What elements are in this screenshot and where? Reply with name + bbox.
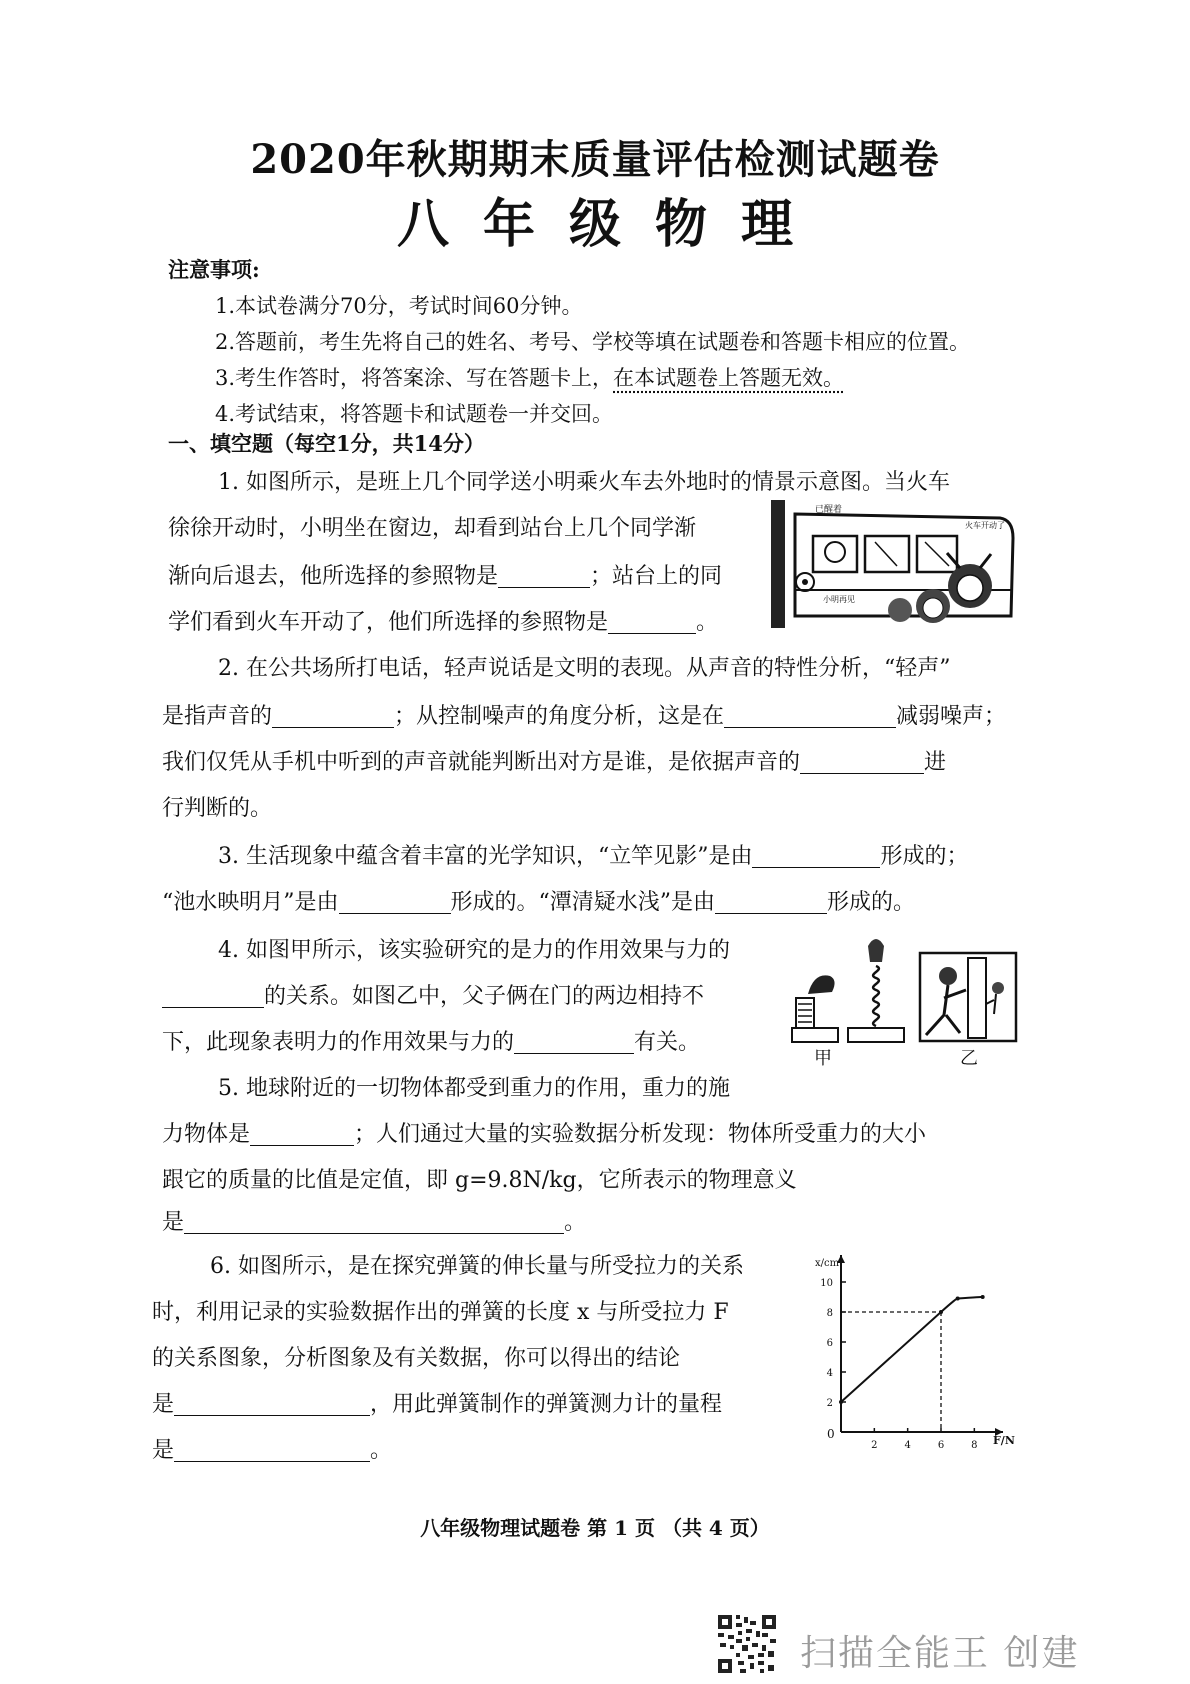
force-experiment-figure	[790, 928, 1020, 1068]
q6-line-4a: 是	[152, 1392, 175, 1417]
q3-line-2b: 形成的。“潭清疑水浅”是由	[450, 890, 715, 915]
y-tick-label: 6	[826, 1338, 833, 1349]
exam-title: 2020年秋期期末质量评估检测试题卷	[250, 136, 940, 183]
q5-line-4a: 是	[162, 1210, 185, 1235]
q5-line-4	[162, 1212, 586, 1234]
q2-blank-3[interactable]	[800, 753, 924, 774]
q2-blank-1[interactable]	[272, 707, 394, 728]
y-tick-label: 2	[826, 1398, 833, 1409]
notice-item-3-emphasis: 在本试题卷上答题无效。	[613, 366, 845, 390]
data-point	[939, 1310, 943, 1314]
q3-line-2a: “池水映明月”是由	[162, 890, 339, 915]
q1-blank-1[interactable]	[498, 567, 590, 588]
q2-line-3a: 我们仅凭从手机中听到的声音就能判断出对方是谁，是依据声音的	[162, 750, 801, 775]
qr-code-icon	[718, 1615, 776, 1673]
q4-line-3a: 下，此现象表明力的作用效果与力的	[162, 1030, 515, 1055]
train-platform-figure	[765, 498, 1020, 630]
q2-line-2c: 减弱噪声；	[896, 704, 1007, 729]
q3-line-1b: 形成的；	[880, 844, 969, 869]
q4-line-2	[162, 986, 704, 1008]
q4-line-3b: 有关。	[634, 1030, 701, 1055]
page-footer: 八年级物理试题卷 第 1 页 （共 4 页）	[420, 1516, 770, 1540]
q1-line-4	[168, 612, 718, 634]
q6-line-5	[152, 1440, 392, 1462]
q5-line-2b: ；人们通过大量的实验数据分析发现：物体所受重力的大小	[354, 1122, 927, 1147]
x-tick-label: 8	[971, 1440, 978, 1451]
q2-line-1: 2. 在公共场所打电话，轻声说话是文明的表现。从声音的特性分析，“轻声”	[218, 656, 951, 681]
q5-line-2	[162, 1124, 926, 1146]
y-tick-label: 10	[820, 1278, 833, 1289]
q4-blank-1[interactable]	[162, 987, 264, 1008]
q4-line-2-text: 的关系。如图乙中，父子俩在门的两边相持不	[264, 984, 705, 1009]
q6-blank-1[interactable]	[174, 1395, 370, 1416]
q3-line-1a: 3. 生活现象中蕴含着丰富的光学知识，“立竿见影”是由	[218, 844, 753, 869]
q5-line-3: 跟它的质量的比值是定值，即 g=9.8N/kg，它所表示的物理意义	[162, 1168, 797, 1193]
scanner-watermark: 扫描全能王 创建	[800, 1633, 1080, 1674]
q5-line-1: 5. 地球附近的一切物体都受到重力的作用，重力的施	[218, 1076, 730, 1101]
q3-line-1	[218, 846, 969, 868]
notice-item-3	[215, 362, 844, 392]
q5-line-4b: 。	[564, 1210, 587, 1235]
q3-line-2	[162, 892, 915, 914]
notice-item-3-text: 3.考生作答时，将答案涂、写在答题卡上，	[215, 366, 614, 390]
y-tick-label: 4	[826, 1368, 833, 1379]
q1-line-4a: 学们看到火车开动了，他们所选择的参照物是	[168, 610, 609, 635]
figure-jia-label: 甲	[814, 1048, 832, 1068]
notice-item-2: 2.答题前，考生先将自己的姓名、考号、学校等填在试题卷和答题卡相应的位置。	[215, 330, 971, 354]
q3-blank-1[interactable]	[752, 847, 880, 868]
q5-blank-1[interactable]	[250, 1125, 354, 1146]
q4-blank-2[interactable]	[514, 1033, 634, 1054]
subject-title: 八年级物理	[396, 194, 827, 255]
q5-blank-2[interactable]	[184, 1213, 564, 1234]
data-point	[839, 1400, 843, 1404]
q1-line-4b: 。	[696, 610, 719, 635]
q3-blank-2[interactable]	[339, 893, 451, 914]
q6-line-2: 时，利用记录的实验数据作出的弹簧的长度 x 与所受拉力 F	[152, 1300, 729, 1325]
y-tick-label: 8	[826, 1308, 833, 1319]
q1-blank-2[interactable]	[608, 613, 696, 634]
q1-line-3a: 渐向后退去，他所选择的参照物是	[168, 564, 499, 589]
q2-line-3b: 进	[924, 750, 947, 775]
figure-yi-label: 乙	[960, 1048, 978, 1068]
figure-label-1: 已醒着	[815, 505, 843, 515]
q3-blank-3[interactable]	[715, 893, 827, 914]
figure-label-2: 火车开动了	[965, 521, 1005, 530]
q6-line-1: 6. 如图所示，是在探究弹簧的伸长量与所受拉力的关系	[210, 1254, 744, 1279]
q6-line-4	[152, 1394, 722, 1416]
x-tick-label: 4	[904, 1440, 911, 1451]
series-line	[841, 1297, 983, 1402]
x-tick-label: 6	[937, 1440, 945, 1451]
x-tick-label: 2	[871, 1440, 878, 1451]
q5-line-2a: 力物体是	[162, 1122, 251, 1147]
q4-line-1: 4. 如图甲所示，该实验研究的是力的作用效果与力的	[218, 938, 730, 963]
q6-line-5a: 是	[152, 1438, 175, 1463]
section-1-heading: 一、填空题（每空1分，共14分）	[168, 431, 485, 456]
q6-line-3: 的关系图象，分析图象及有关数据，你可以得出的结论	[152, 1346, 681, 1371]
q2-line-3	[162, 752, 946, 774]
data-point	[981, 1295, 985, 1299]
origin-label: 0	[827, 1427, 835, 1441]
y-axis-label: x/cm	[815, 1258, 840, 1269]
figure-label-3: 小明再见	[823, 595, 855, 604]
q1-line-3	[168, 566, 722, 588]
data-point	[956, 1297, 960, 1301]
notice-heading: 注意事项:	[168, 257, 260, 282]
q1-line-2: 徐徐开动时，小明坐在窗边，却看到站台上几个同学渐	[168, 516, 697, 541]
q1-line-3b: ；站台上的同	[590, 564, 723, 589]
spring-length-chart	[815, 1252, 1015, 1457]
notice-item-4: 4.考试结束，将答题卡和试题卷一并交回。	[215, 402, 614, 426]
q6-line-5b: 。	[370, 1438, 393, 1463]
q6-line-4b: ，用此弹簧制作的弹簧测力计的量程	[370, 1392, 723, 1417]
q2-line-2b: ；从控制噪声的角度分析，这是在	[394, 704, 725, 729]
q2-line-2	[162, 706, 1006, 728]
q1-line-1: 1. 如图所示，是班上几个同学送小明乘火车去外地时的情景示意图。当火车	[218, 470, 950, 495]
x-axis-label: F/N	[993, 1434, 1015, 1447]
q2-line-2a: 是指声音的	[162, 704, 273, 729]
q2-blank-2[interactable]	[724, 707, 896, 728]
q6-blank-2[interactable]	[174, 1441, 370, 1462]
notice-item-1: 1.本试卷满分70分，考试时间60分钟。	[215, 294, 583, 318]
q4-line-3	[162, 1032, 700, 1054]
q2-line-4: 行判断的。	[162, 796, 273, 821]
q3-line-2c: 形成的。	[827, 890, 916, 915]
